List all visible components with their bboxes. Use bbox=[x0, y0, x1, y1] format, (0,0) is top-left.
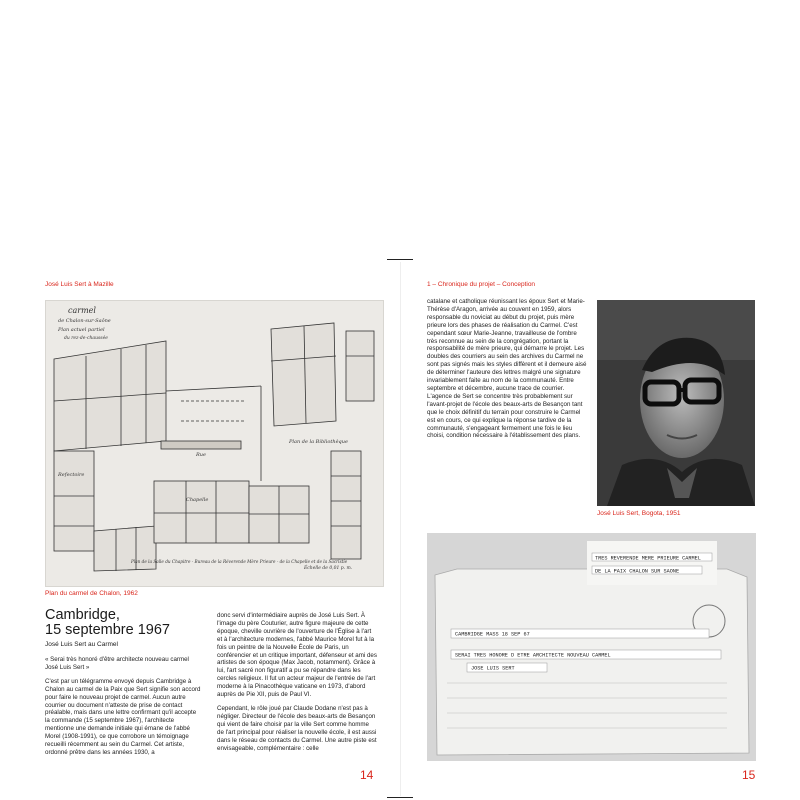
plan-library-label: Plan de la Bibliothèque bbox=[289, 439, 348, 445]
quote-paragraph: « Serai très honoré d'être architecte nouveau carmel José Luis Sert » bbox=[45, 656, 189, 671]
right-page-number: 15 bbox=[742, 768, 756, 782]
telegram-drawing bbox=[427, 533, 756, 761]
plan-main-label: Plan de la Salle du Chapitre - Bureau de la Réverende Mère Prieure - de la Chapelle et de la Sacristie bbox=[131, 559, 348, 564]
section-title-line-2: 15 septembre 1967 bbox=[45, 622, 170, 638]
crop-mark-bottom bbox=[387, 797, 413, 798]
telegram-line-3: CAMBRIDGE MASS 18 SEP 67 bbox=[455, 631, 530, 638]
plan-note: Plan actuel partiel bbox=[58, 327, 105, 333]
telegram-line-2: DE LA PAIX CHALON SUR SAONE bbox=[595, 568, 680, 575]
left-column-2 bbox=[217, 612, 377, 758]
plan-rue-label: Rue bbox=[196, 452, 206, 458]
telegram-line-1: TRES REVERENDE MERE PRIEURE CARMEL bbox=[595, 555, 701, 562]
section-title-line-1: Cambridge, bbox=[45, 607, 120, 623]
plan-chapelle-label: Chapelle bbox=[186, 497, 209, 503]
floor-plan-drawing bbox=[46, 301, 383, 586]
body-paragraph: catalane et catholique réunissant les époux Sert et Marie-Thérèse d'Aragon, arrivée au couvent en 1959, alors responsable du noviciat au début du projet, puis mère prieure lors des phases de réalisation du Carmel. C'est cependant sœur Marie-Jeanne, travailleuse de l'ombre très reconnue au sein de la congrégation, portant la responsabilité de mère prieure, qui démarre le projet. Les doubles des courriers au sein des archives du Carmel ne sont pas signés mais les styles diffèrent et il demeure aisé de déterminer l'auteure des lettres malgré une signature invariablement faite au nom de la communauté. Entre septembre et décembre, aucune trace de courrier. L'agence de Sert se concentre très probablement sur l'avant-projet de l'école des beaux-arts de Besançon tant que le choix définitif du terrain pour construire le Carmel est en cours, ce qui explique la réponse tardive de la communauté, s'engageant fermement une fois le lieu choisi, condition nécessaire à l'établissement des plans. bbox=[427, 298, 587, 440]
section-subtitle: José Luis Sert au Carmel bbox=[45, 641, 118, 648]
telegram-line-4: SERAI TRES HONORE D ETRE ARCHITECTE NOUVEAU CARMEL bbox=[455, 652, 611, 659]
right-running-header: 1 – Chronique du projet – Conception bbox=[427, 281, 536, 288]
crop-mark-top bbox=[387, 259, 413, 260]
telegram-image bbox=[427, 533, 756, 761]
portrait-drawing bbox=[597, 300, 755, 506]
body-paragraph: Cependant, le rôle joué par Claude Dodane n'est pas à négliger. Directeur de l'école des beaux-arts de Besançon qui vient de faire choisir par la ville Sert comme homme de l'art principal pour réaliser la nouvelle école, il est aussi dans le réseau de contacts du Carmel. Une autre piste est envisageable, complémentaire : celle bbox=[217, 704, 377, 752]
telegram-line-5: JOSE LUIS SERT bbox=[471, 665, 515, 672]
plan-scale-label: Échelle de 0,01 p. m. bbox=[304, 566, 353, 571]
left-page-number: 14 bbox=[360, 768, 374, 782]
plan-refectoire-label: Refectoire bbox=[58, 472, 85, 478]
plan-title: carmel bbox=[68, 306, 96, 315]
body-paragraph: C'est par un télégramme envoyé depuis Cambridge à Chalon au carmel de la Paix que Sert signifie son accord pour faire le nouveau projet de carmel. Aucun autre courrier ou document n'atteste de prise de contact préalable, mais dans une lettre confirmant qu'il accepte la commande (15 septembre 1967), l'architecte mentionne une demande initiale qui émane de l'abbé Morel (1908-1991), ce que corrobore un témoignage recueilli récemment au sein du Carmel. Cet artiste, ordonné prêtre dans les années 1930, a bbox=[45, 677, 201, 756]
right-column bbox=[427, 298, 587, 446]
page-gutter bbox=[400, 262, 401, 796]
sert-portrait-photo bbox=[597, 300, 755, 506]
body-paragraph: donc servi d'intermédiaire auprès de José Luis Sert. À l'image du père Couturier, autre figure majeure de cette époque, cheville ouvrière de l'ouverture de l'Église à l'art et à l'architecture modernes, l'abbé Maurice Morel fut à la fois un peintre de la Nouvelle École de Paris, un conférencier et un critique important, défenseur et ami des artistes de son époque (Max Jacob, notamment). Grâce à lui, l'art sacré non figuratif a pu se répandre dans les cercles religieux. Il fut un acteur majeur de l'entrée de l'art moderne à la Pinacothèque vaticane en 1973, d'abord auprès de Pie XII, puis de Paul VI. bbox=[217, 612, 377, 699]
left-column-1 bbox=[45, 656, 202, 763]
carmel-floor-plan bbox=[45, 300, 384, 587]
section-title bbox=[45, 608, 170, 638]
left-running-header: José Luis Sert à Mazille bbox=[45, 281, 114, 288]
plan-note-2: du rez-de-chaussée bbox=[64, 336, 108, 341]
plan-caption: Plan du carmel de Chalon, 1962 bbox=[45, 590, 138, 597]
portrait-caption: José Luis Sert, Bogota, 1951 bbox=[597, 510, 681, 517]
plan-subtitle: de Chalon-sur-Saône bbox=[58, 318, 111, 324]
